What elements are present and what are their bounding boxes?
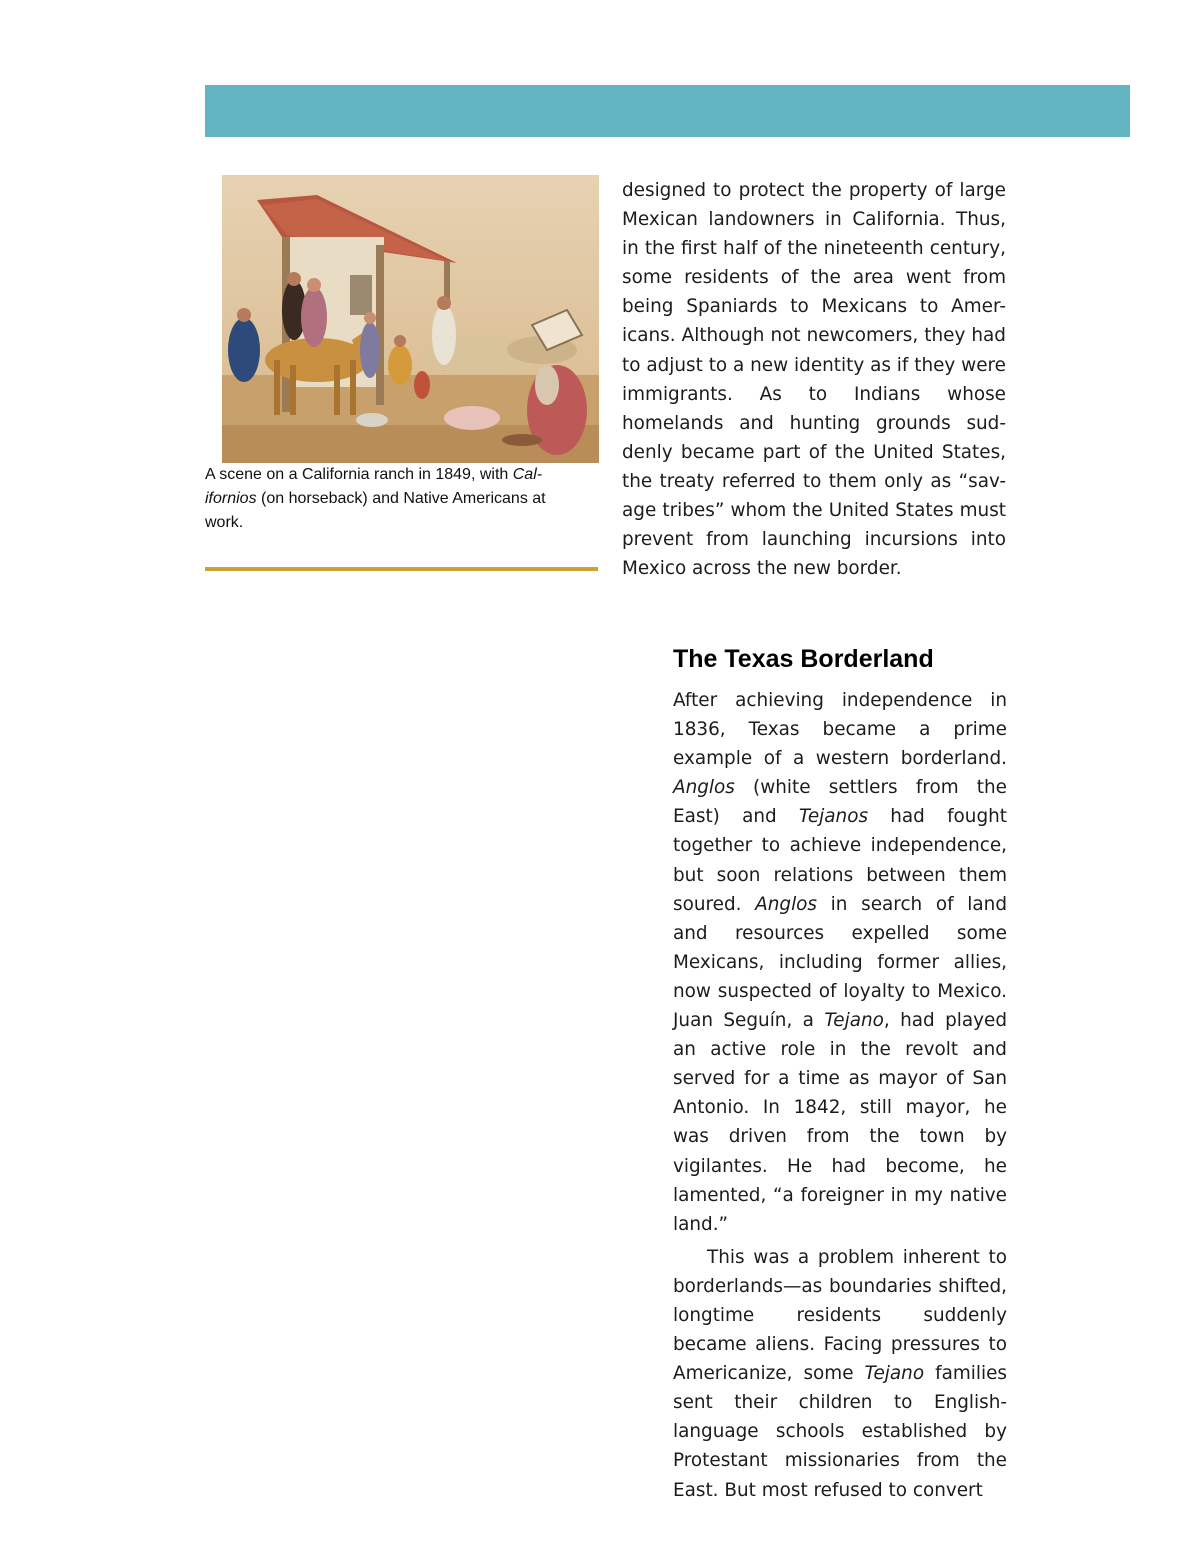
paragraph-2	[673, 1243, 1007, 1505]
caption-italic-term: Cal-ifornios	[205, 466, 543, 507]
paragraph-text: (white settlers from the East) and	[673, 777, 1007, 828]
italic-term: Tejanos	[798, 806, 869, 828]
italic-term: Tejano	[824, 1010, 884, 1032]
paragraph-text: in search of land and resources expelled some Mexicans, including former allies, now suspected of loyalty to Mexico. Juan Seguín, a	[673, 893, 1007, 1032]
italic-term: Anglos	[755, 893, 818, 915]
header-band	[205, 85, 1130, 137]
texas-borderland-section	[673, 642, 1007, 1509]
paragraph-text: This was a problem inherent to borderlands—as boundaries shifted, longtime residents suddenly became aliens. Facing pressures to Americanize, some	[673, 1246, 1007, 1385]
paragraph-text: After achieving independence in 1836, Texas became a prime example of a western borderland.	[673, 690, 1007, 770]
italic-term: Tejano	[864, 1363, 925, 1385]
paragraph-text: families sent their children to English-language schools established by Protestant missionaries from the East. But most refused to convert	[673, 1363, 1007, 1501]
paragraph-text: , had played an active role in the revolt and served for a time as mayor of San Antonio. In 1842, still mayor, he was driven from the town by vigilantes. He had become, he lamented, “a foreigner in my native land.”	[673, 1010, 1008, 1235]
section-heading: The Texas Borderland	[673, 645, 934, 673]
figure-caption	[205, 463, 585, 535]
continued-paragraph: designed to protect the property of large Mexican landowners in California. Thus, in the first half of the nineteenth century, some residents of the area went from being Spaniards to Mexicans to Amer-icans. Although not newcomers, they had to adjust to a new identity as if they were immigrants. As to Indians whose homelands and hunting grounds sud-denly became part of the United States, the treaty referred to them only as “sav-age tribes” whom the United States must prevent from launching incursions into Mexico across the new border.	[622, 180, 1006, 580]
caption-rule	[205, 567, 598, 571]
caption-text: A scene on a California ranch in 1849, with	[205, 466, 513, 483]
paragraph-1	[673, 686, 1007, 1239]
caption-text-end: (on horseback) and Native Americans at work.	[205, 490, 546, 531]
italic-term: Anglos	[673, 777, 735, 799]
ranch-painting-image	[222, 175, 599, 463]
ranch-scene-illustration	[222, 175, 599, 463]
paragraph-text: had fought together to achieve independence, but soon relations between them soured.	[673, 806, 1007, 915]
